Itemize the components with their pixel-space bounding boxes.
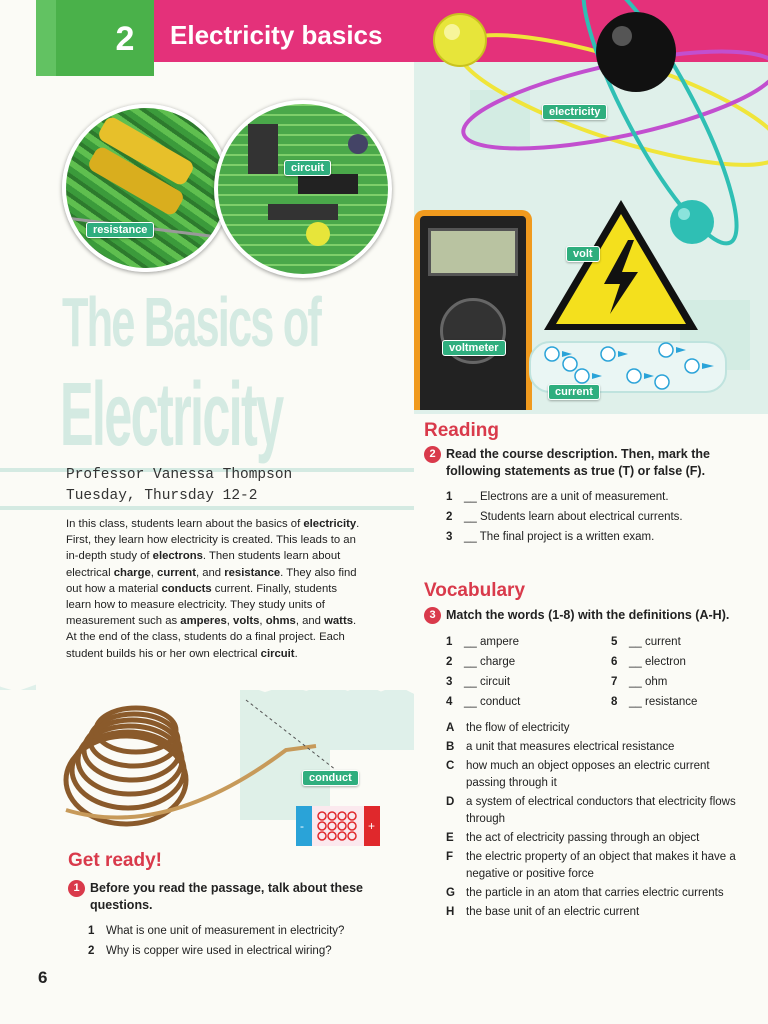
vocabulary-word-text: __ electron [629,656,686,668]
true-false-statement [446,527,724,547]
key-term: conducts [161,582,212,595]
definition-text: the flow of electricity [466,722,570,734]
vocabulary-word-number: 2 [446,656,453,668]
true-false-statement-text: __ Students learn about electrical currents. [464,511,683,523]
reading-instruction: 2 Read the course description. Then, mark the following statements as true (T) or false (F). [424,446,724,479]
vocabulary-definition [446,904,744,921]
circuit-board-photo [214,100,392,278]
page-number: 6 [38,968,48,987]
resistor-icon [66,108,226,268]
definition-text: the particle in an atom that carries electric currents [466,887,724,899]
get-ready-questions [68,921,378,961]
high-voltage-warning-icon [540,196,702,334]
key-term: watts [324,615,353,628]
get-ready-instruction: 1 Before you read the passage, talk about these questions. [68,880,378,913]
description-run: , [259,615,266,628]
discussion-question-number: 1 [88,925,95,937]
key-term: electrons [152,550,203,563]
definition-letter: C [446,760,455,772]
vocabulary-word-text: __ current [629,636,681,648]
vocabulary-word-number: 8 [611,696,618,708]
get-ready-heading: Get ready! [68,850,162,871]
description-run: , [226,615,234,628]
vocabulary-word-lists [424,632,734,712]
key-term: ohms [265,615,296,628]
vocabulary-definition [446,794,744,828]
description-run: , [150,566,158,579]
definition-text: a system of electrical conductors that electricity flows through [466,796,736,825]
task-number-2: 2 [424,446,441,463]
vocabulary-word [611,652,697,672]
reading-statements [424,487,724,547]
conductor-diagram [296,800,380,850]
description-run: , and [295,615,325,628]
label-voltmeter: voltmeter [442,340,506,356]
reading-task [424,446,724,547]
title-stripe [0,506,414,510]
definition-letter: B [446,741,455,753]
true-false-statement-text: __ Electrons are a unit of measurement. [464,491,669,503]
label-electricity: electricity [542,104,607,120]
vocabulary-word [611,672,697,692]
key-term: volts [233,615,260,628]
label-current: current [548,384,600,400]
vocabulary-word [611,692,697,712]
true-false-statement-number: 2 [446,511,453,523]
svg-text:-: - [300,819,304,833]
description-run: . First, they learn how electricity is created. This leads to an in-depth study of [66,518,360,563]
definition-letter: A [446,722,455,734]
vocabulary-definition [446,758,744,792]
label-conduct: conduct [302,770,359,786]
task-number-3: 3 [424,607,441,624]
vocabulary-words-left [446,632,611,712]
vocabulary-word-number: 7 [611,676,618,688]
key-term: charge [113,566,151,579]
definition-letter: H [446,906,455,918]
get-ready-task [68,880,378,961]
description-run: . At the end of the class, students do a final project. Each student builds his or her own electrical [66,615,357,660]
professor-name: Professor Vanessa Thompson [66,467,293,483]
description-run: In this class, students learn about the basics of [66,518,304,530]
vocabulary-definition [446,830,744,847]
svg-text:+: + [368,819,376,833]
label-circuit: circuit [284,160,331,176]
true-false-statement [446,487,724,507]
key-term: electricity [303,518,357,530]
discussion-question [88,941,378,961]
discussion-question-text: Why is copper wire used in electrical wiring? [106,945,332,957]
description-run: . [294,647,298,660]
vocabulary-word-number: 3 [446,676,453,688]
key-term: current [157,566,196,579]
vocabulary-word-number: 1 [446,636,453,648]
vocabulary-word [446,692,611,712]
vocabulary-word-number: 5 [611,636,618,648]
definition-text: a unit that measures electrical resistance [466,741,675,753]
key-term: amperes [180,615,227,628]
discussion-question [88,921,378,941]
description-run: . They also find out how a material [66,566,357,595]
definition-letter: F [446,851,454,863]
class-schedule: Tuesday, Thursday 12-2 [66,488,258,504]
vocabulary-definition [446,849,744,883]
course-description-text [66,516,364,662]
vocabulary-words-right [611,632,697,712]
vocabulary-word-text: __ ampere [464,636,519,648]
vocabulary-word [446,632,611,652]
circuit-icon [218,104,388,274]
definition-text: the base unit of an electric current [466,906,640,918]
task-number-1: 1 [68,880,85,897]
definition-text: how much an object opposes an electric current passing through it [466,760,710,789]
vocabulary-definition [446,720,744,737]
vocabulary-word-number: 4 [446,696,453,708]
unit-title: Electricity basics [170,20,383,50]
label-volt: volt [566,246,600,262]
vocabulary-instruction: 3 Match the words (1-8) with the definitions (A-H). [424,607,734,624]
voltmeter-display [428,228,518,276]
true-false-statement [446,507,724,527]
vocabulary-word-text: __ conduct [464,696,521,708]
vocabulary-definition [446,739,744,756]
vocabulary-word-text: __ ohm [629,676,668,688]
voltmeter-photo [414,210,532,410]
course-title-line2: Electricity [60,365,283,465]
reading-heading: Reading [424,420,499,441]
vocabulary-definition [446,885,744,902]
definition-text: the electric property of an object that makes it have a negative or positive force [466,851,736,880]
vocabulary-word [611,632,697,652]
vocabulary-definitions [424,720,744,921]
vocabulary-word-text: __ charge [464,656,516,668]
true-false-statement-number: 1 [446,491,453,503]
vocabulary-heading: Vocabulary [424,580,526,601]
key-term: resistance [224,566,281,579]
definition-letter: D [446,796,455,808]
true-false-statement-number: 3 [446,531,453,543]
course-title-line1: The Basics of [62,283,321,361]
key-term: circuit [260,647,295,660]
definition-letter: E [446,832,454,844]
vocabulary-word-number: 6 [611,656,618,668]
label-resistance: resistance [86,222,154,238]
resistor-photo [62,104,230,272]
description-run: , and [195,566,225,579]
true-false-statement-text: __ The final project is a written exam. [464,531,655,543]
vocabulary-word-text: __ resistance [629,696,698,708]
discussion-question-number: 2 [88,945,95,957]
vocabulary-task [424,607,734,923]
definition-text: the act of electricity passing through an object [466,832,700,844]
discussion-question-text: What is one unit of measurement in electricity? [106,925,345,937]
vocabulary-word [446,652,611,672]
definition-letter: G [446,887,455,899]
vocabulary-word [446,672,611,692]
vocabulary-word-text: __ circuit [464,676,511,688]
description-run: . Then students learn about electrical [66,550,341,579]
description-run: current. Finally, students learn how to measure electricity. They study units of measurement such as [66,582,338,628]
unit-number: 2 [115,20,135,58]
